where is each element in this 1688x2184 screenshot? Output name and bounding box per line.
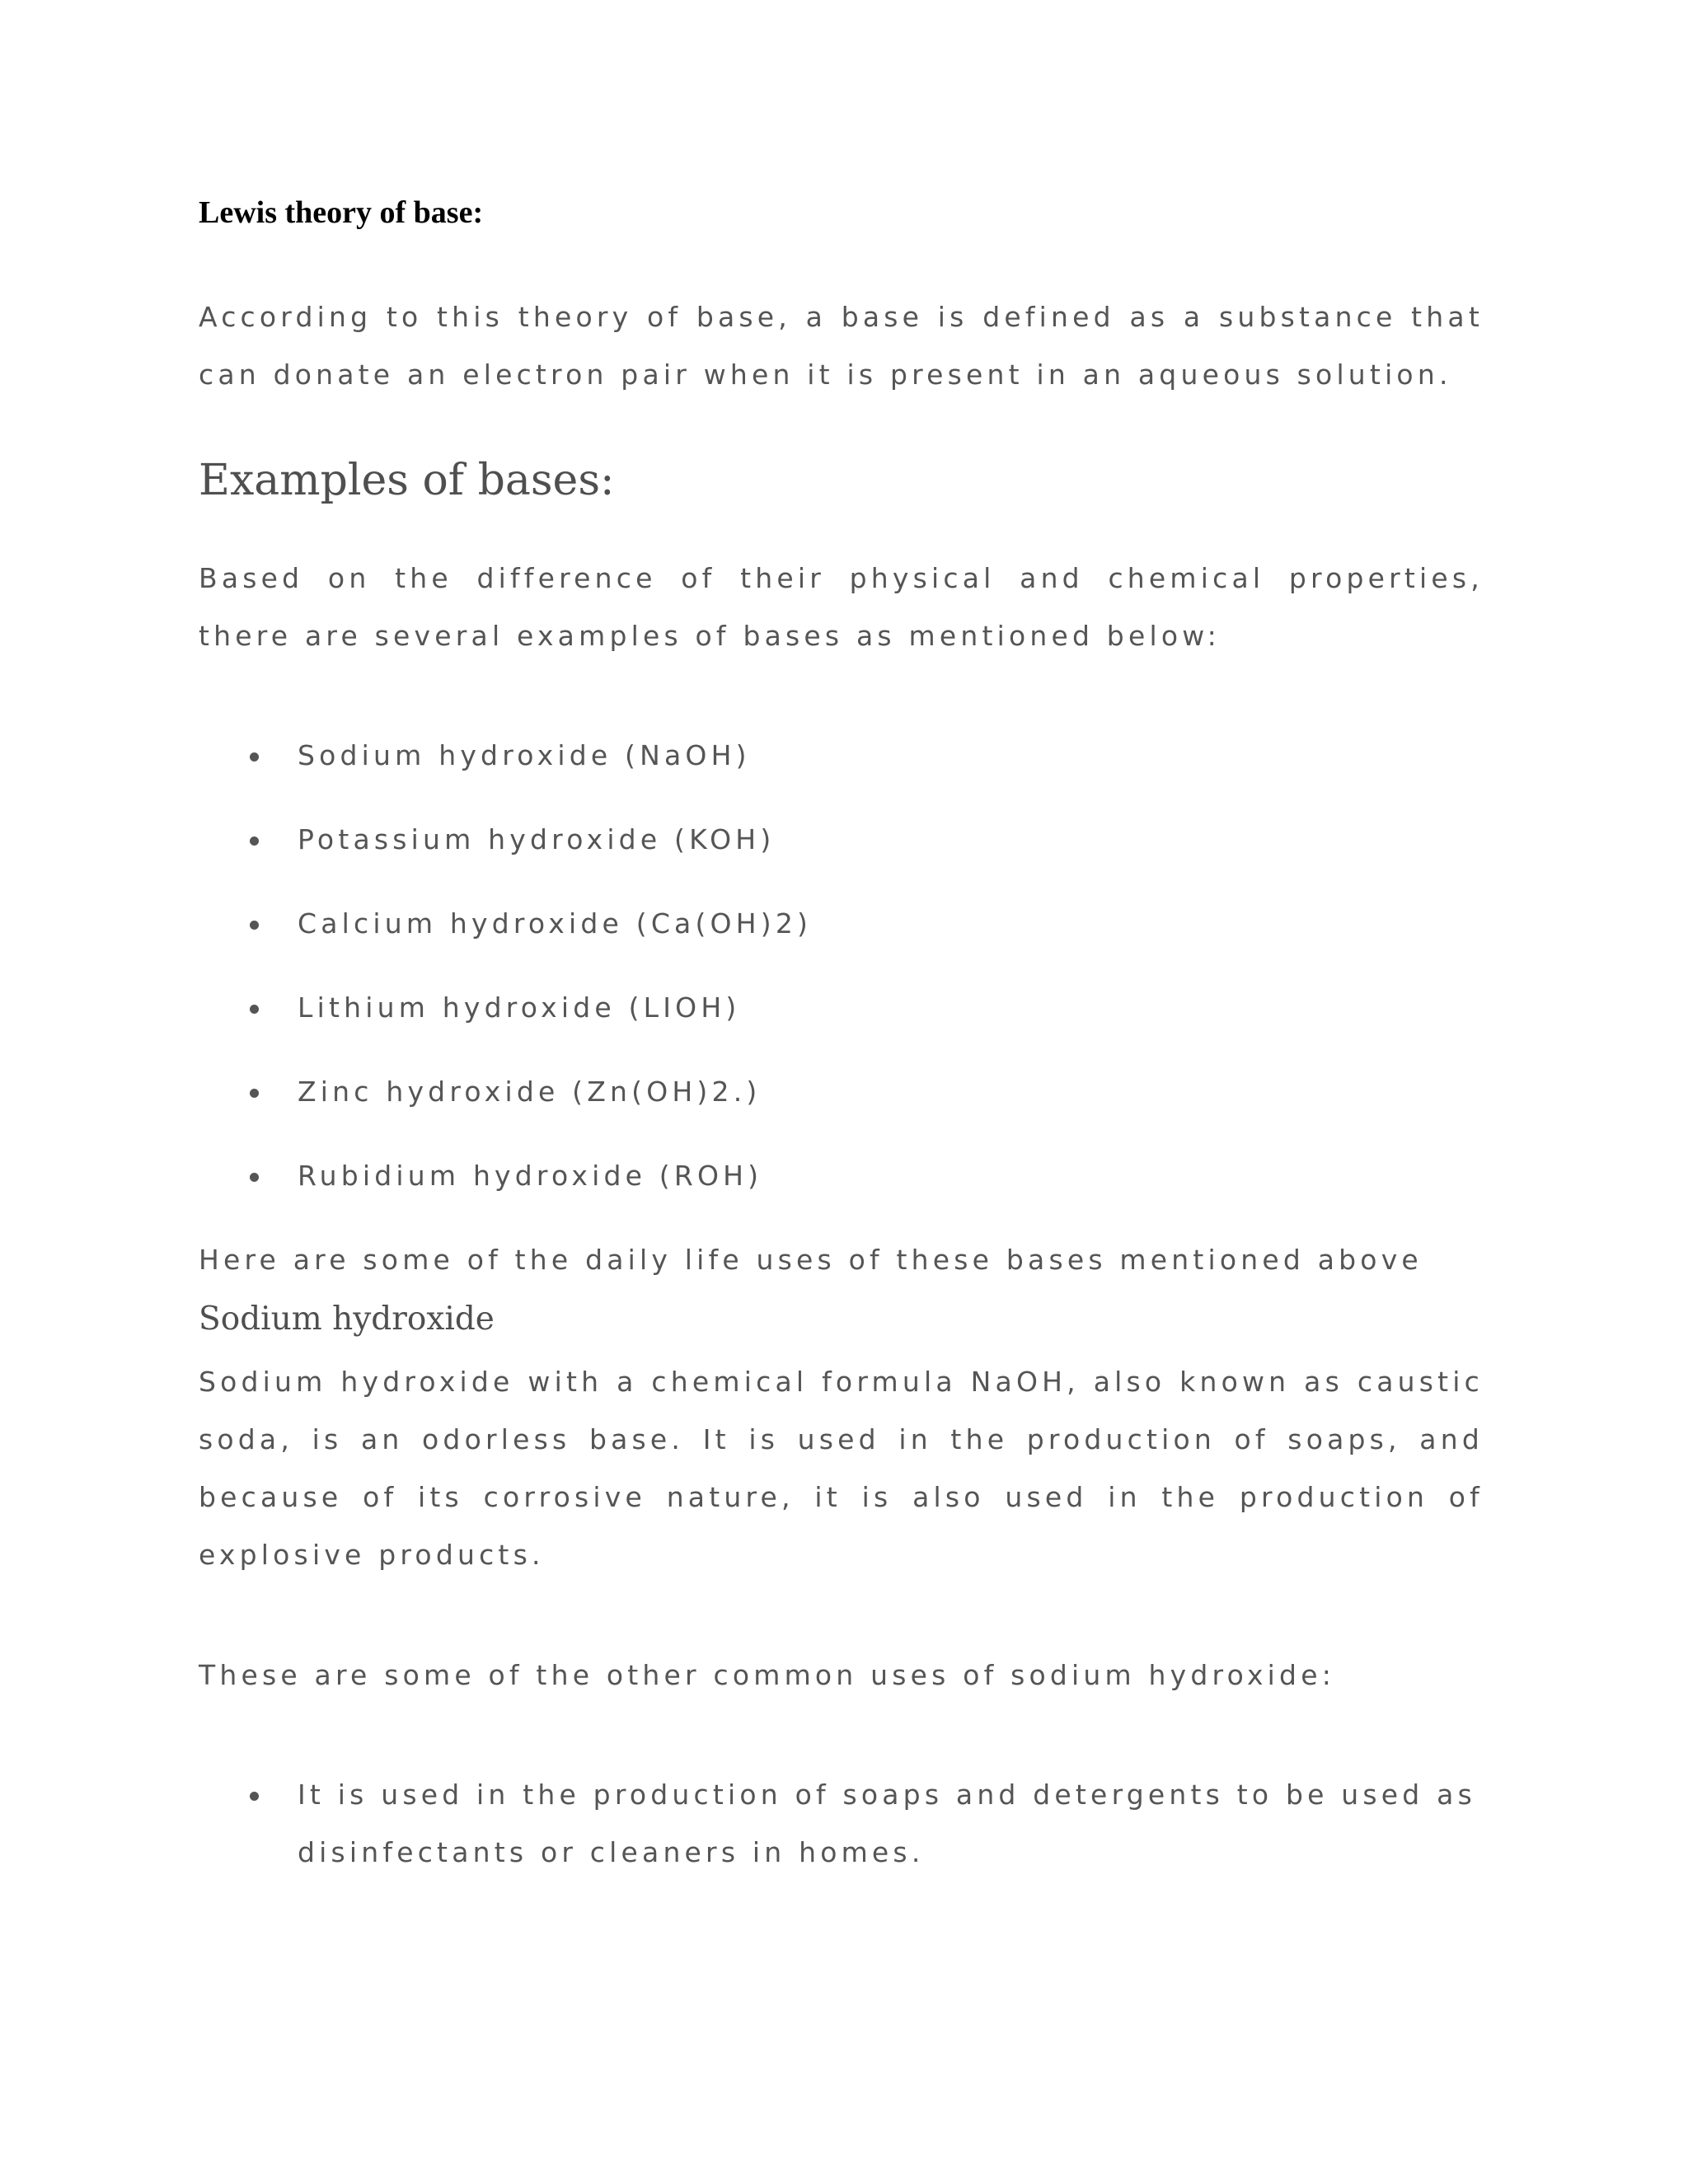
list-item-text: Zinc hydroxide (Zn(OH)2.) — [298, 1075, 762, 1108]
bullet-icon — [250, 1005, 259, 1014]
list-item — [199, 895, 1484, 953]
sodium-hydroxide-heading: Sodium hydroxide — [199, 1300, 495, 1338]
list-item-text: Calcium hydroxide (Ca(OH)2) — [298, 907, 813, 940]
list-item — [199, 1766, 1484, 1882]
uses-intro-paragraph: Here are some of the daily life uses of these bases mentioned above — [199, 1243, 1423, 1276]
list-item — [199, 1063, 1484, 1121]
bullet-icon — [250, 1089, 259, 1098]
bullet-icon — [250, 837, 259, 846]
bullet-icon — [250, 1173, 259, 1182]
list-item-text: Lithium hydroxide (LIOH) — [298, 991, 741, 1024]
list-item — [199, 1147, 1484, 1205]
examples-heading: Examples of bases: — [199, 456, 615, 506]
document-content — [199, 191, 1484, 1882]
bullet-icon — [250, 752, 259, 762]
list-item-text: It is used in the production of soaps and detergents to be used as disinfectants or cleaners in homes. — [298, 1779, 1476, 1869]
examples-intro-paragraph: Based on the difference of their physical and chemical properties, there are several examples of bases as mentioned below: — [199, 561, 1484, 652]
list-item-text: Sodium hydroxide (NaOH) — [298, 738, 751, 771]
other-uses-intro-paragraph: These are some of the other common uses of sodium hydroxide: — [199, 1659, 1336, 1692]
sodium-uses-list — [199, 1766, 1484, 1882]
lewis-theory-paragraph: According to this theory of base, a base is defined as a substance that can donate an electron pair when it is present in an aqueous solution. — [199, 301, 1484, 391]
list-item-text: Rubidium hydroxide (ROH) — [298, 1159, 763, 1192]
list-item — [199, 727, 1484, 785]
list-item — [199, 979, 1484, 1037]
lewis-theory-heading: Lewis theory of base: — [199, 195, 484, 230]
bullet-icon — [250, 921, 259, 930]
sodium-hydroxide-paragraph: Sodium hydroxide with a chemical formula NaOH, also known as caustic soda, is an odorless base. It is used in the production of soaps, and because of its corrosive nature, it is also used in the production of explosive products. — [199, 1366, 1484, 1572]
list-item-text: Potassium hydroxide (KOH) — [298, 823, 776, 855]
bullet-icon — [250, 1792, 259, 1801]
list-item — [199, 811, 1484, 869]
bases-list — [199, 727, 1484, 1205]
